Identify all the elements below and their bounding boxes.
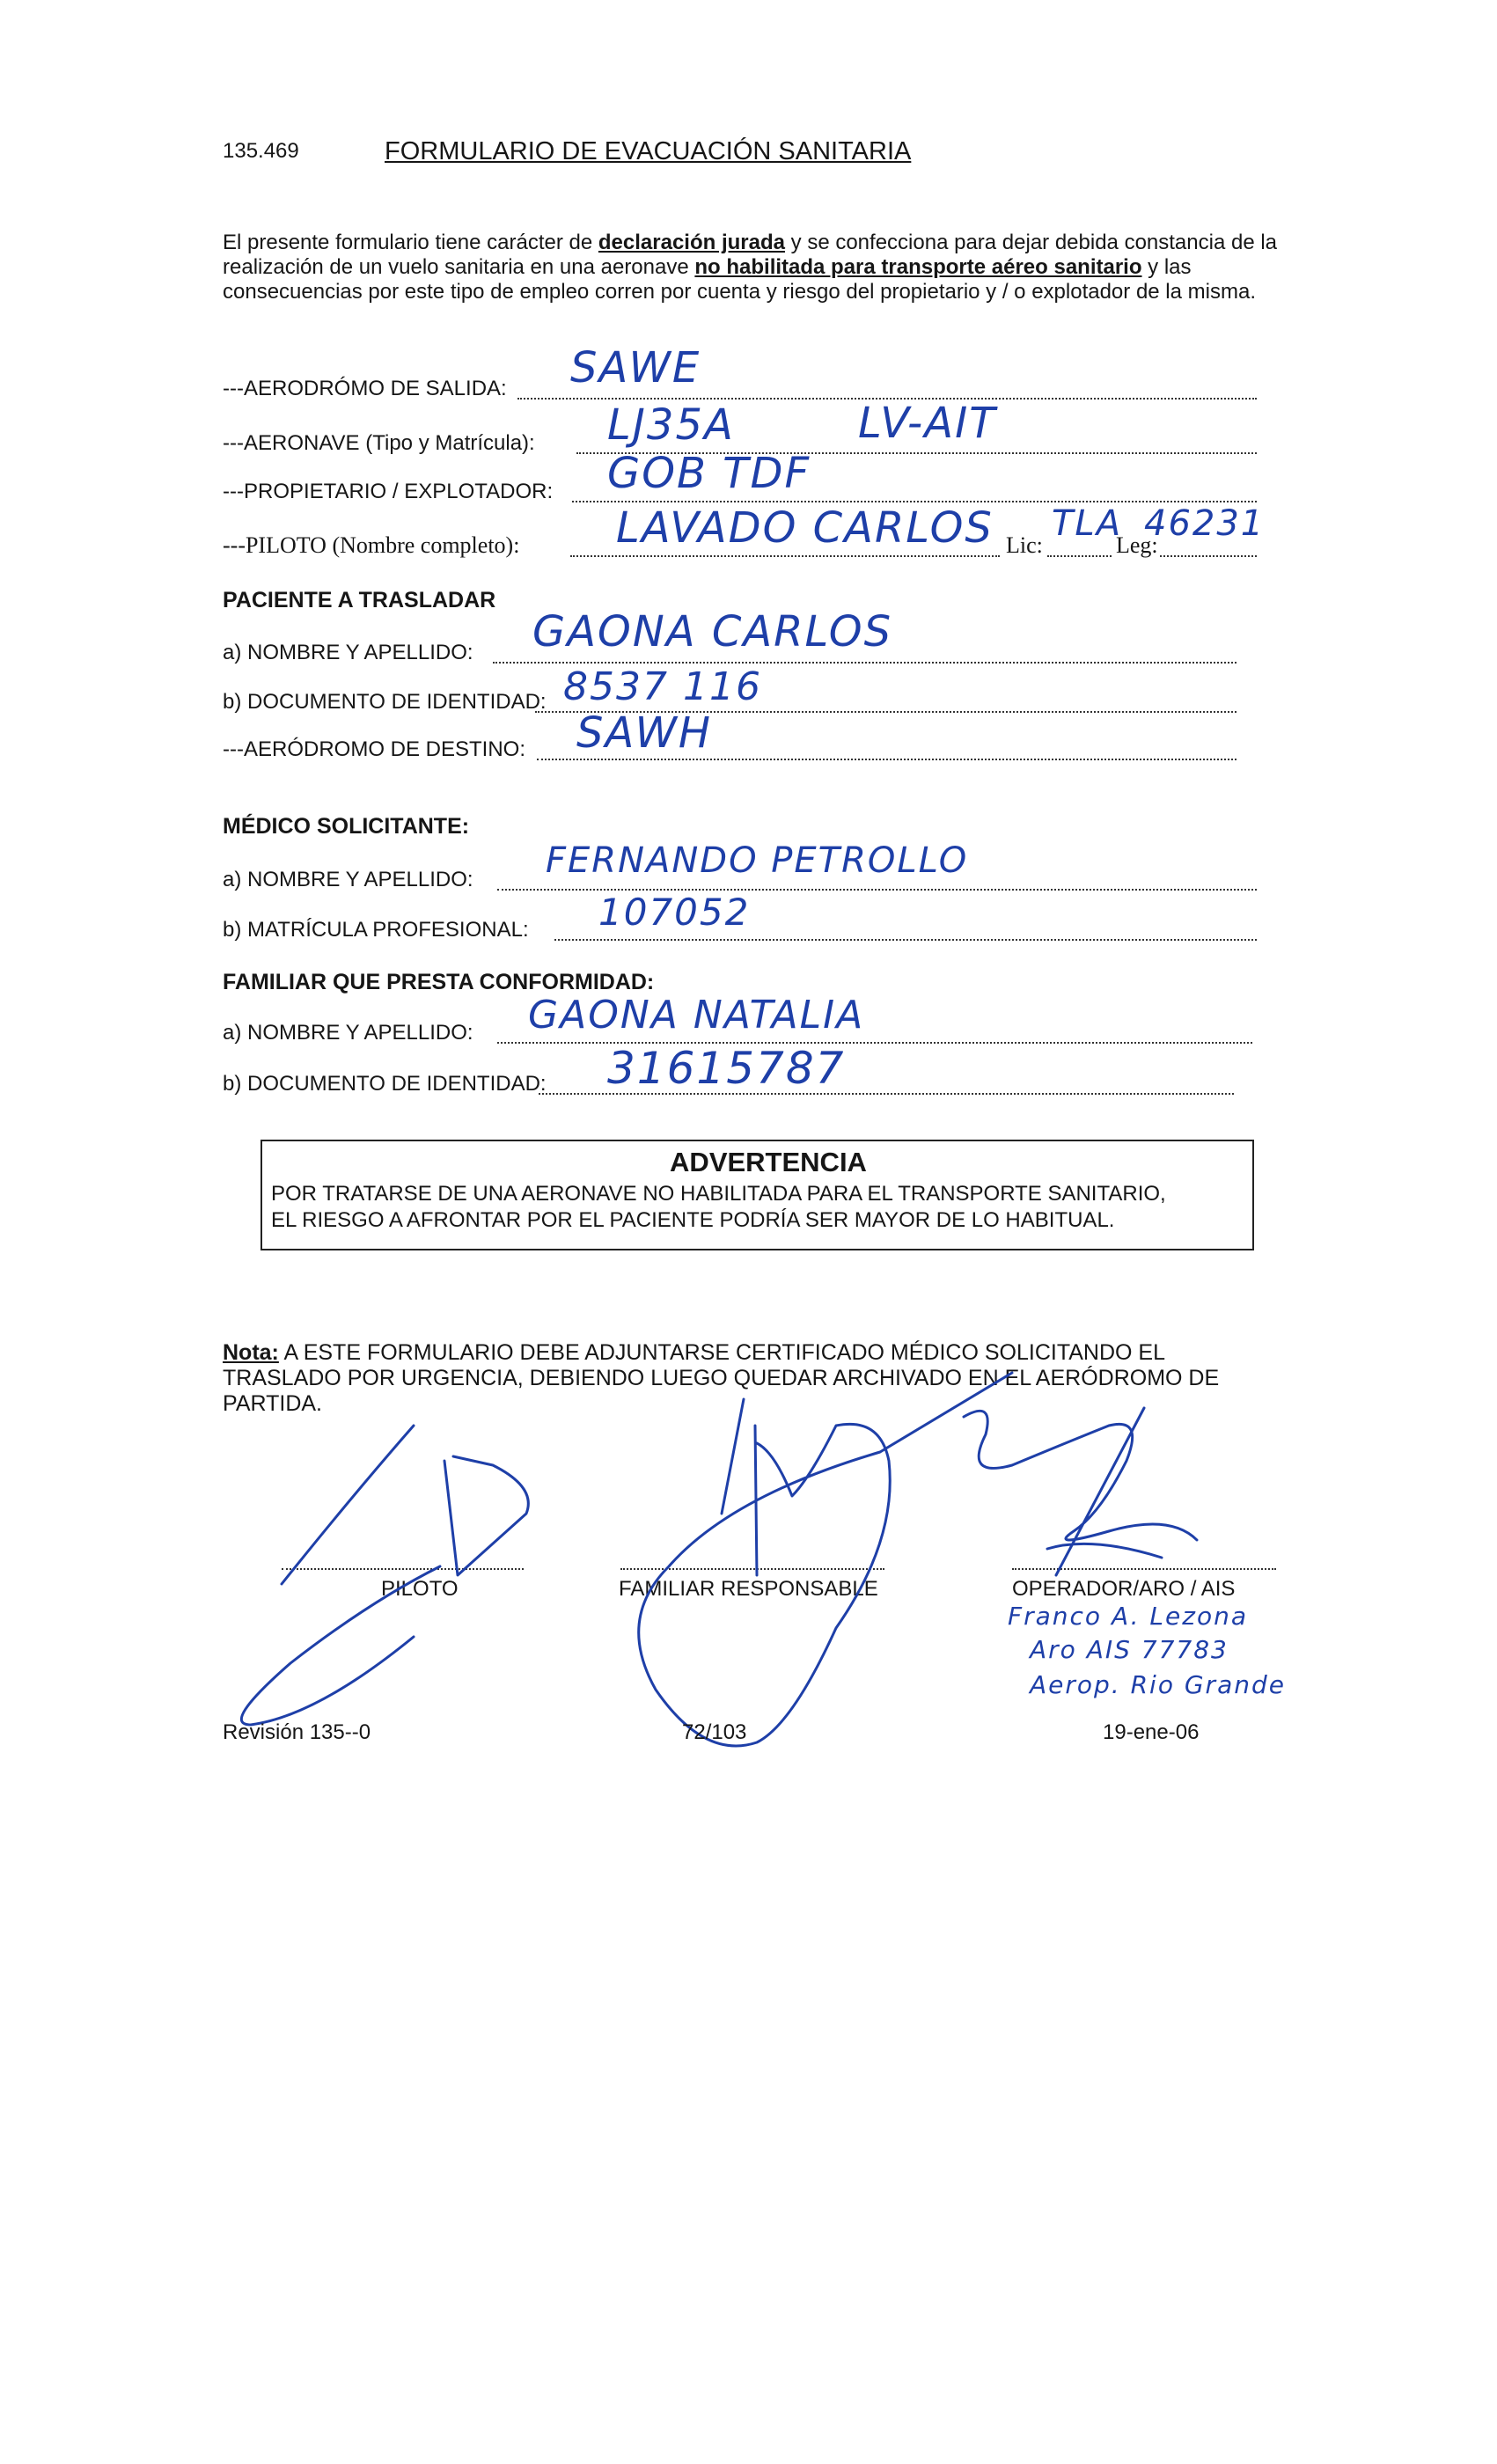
- medico-heading: MÉDICO SOLICITANTE:: [223, 814, 470, 839]
- familiar-documento-label: b) DOCUMENTO DE IDENTIDAD:: [223, 1072, 547, 1096]
- paciente-nombre-label: a) NOMBRE Y APELLIDO:: [223, 641, 473, 664]
- form-number: 135.469: [223, 139, 299, 163]
- piloto-signature-label: PILOTO: [381, 1577, 459, 1601]
- destino-value[interactable]: SAWH: [576, 708, 713, 758]
- propietario-value[interactable]: GOB TDF: [607, 449, 811, 498]
- footer-revision: Revisión 135--0: [223, 1720, 371, 1744]
- familiar-heading: FAMILIAR QUE PRESTA CONFORMIDAD:: [223, 970, 655, 994]
- medico-nombre-label: a) NOMBRE Y APELLIDO:: [223, 868, 473, 891]
- piloto-signature: [241, 1426, 528, 1725]
- intro-text-3: y las consecuencias por este tipo de empleo corren por cuenta y riesgo del propietario y / o explotador de la misma.: [223, 255, 1256, 304]
- page-title: FORMULARIO DE EVACUACIÓN SANITARIA: [385, 137, 912, 165]
- declaracion-jurada: declaración jurada: [598, 231, 785, 254]
- stamp-line-2: Aro AIS 77783: [1030, 1635, 1229, 1664]
- familiar-documento-value[interactable]: 31615787: [607, 1043, 846, 1094]
- aeronave-tipo[interactable]: LJ35A: [607, 400, 735, 450]
- note-label: Nota:: [223, 1340, 279, 1365]
- stamp-line-1: Franco A. Lezona: [1008, 1602, 1248, 1631]
- paciente-documento-value[interactable]: 8537 116: [563, 664, 762, 709]
- leg-label: Leg:: [1116, 532, 1158, 558]
- leg-value[interactable]: 46231: [1144, 503, 1266, 544]
- medico-matricula-label: b) MATRÍCULA PROFESIONAL:: [223, 918, 529, 942]
- paciente-documento-label: b) DOCUMENTO DE IDENTIDAD:: [223, 690, 547, 714]
- operador-signature: [964, 1408, 1197, 1575]
- aerodromo-salida-value[interactable]: SAWE: [570, 343, 701, 392]
- medico-matricula-value[interactable]: 107052: [598, 891, 751, 934]
- destino-label: ---AERÓDROMO DE DESTINO:: [223, 737, 526, 761]
- note-text: A ESTE FORMULARIO DEBE ADJUNTARSE CERTIFICADO MÉDICO SOLICITANDO EL TRASLADO POR URGENCIA, DEBIENDO LUEGO QUEDAR ARCHIVADO EN EL AERÓDROMO DE PARTIDA.: [223, 1340, 1220, 1416]
- no-habilitada: no habilitada para transporte aéreo sanitario: [694, 255, 1142, 279]
- warning-line-2: EL RIESGO A AFRONTAR POR EL PACIENTE PODRÍA SER MAYOR DE LO HABITUAL.: [271, 1208, 1115, 1232]
- familiar-signature: [639, 1373, 1012, 1746]
- operador-signature-label: OPERADOR/ARO / AIS: [1012, 1577, 1236, 1601]
- piloto-value[interactable]: LAVADO CARLOS: [616, 503, 994, 553]
- aerodromo-salida-label: ---AERODRÓMO DE SALIDA:: [223, 377, 507, 400]
- paciente-nombre-value[interactable]: GAONA CARLOS: [532, 607, 893, 656]
- piloto-label: ---PILOTO (Nombre completo):: [223, 532, 520, 558]
- intro-text-2: y se confecciona para dejar debida constancia de la realización de un vuelo sanitaria en una aeronave: [223, 231, 1278, 279]
- paciente-heading: PACIENTE A TRASLADAR: [223, 588, 496, 612]
- footer-page: 72/103: [682, 1720, 747, 1744]
- aeronave-matricula[interactable]: LV-AIT: [858, 399, 997, 448]
- footer-date: 19-ene-06: [1103, 1720, 1200, 1744]
- warning-line-1: POR TRATARSE DE UNA AERONAVE NO HABILITADA PARA EL TRANSPORTE SANITARIO,: [271, 1182, 1166, 1206]
- intro-text-1: El presente formulario tiene carácter de: [223, 231, 598, 254]
- familiar-nombre-value[interactable]: GAONA NATALIA: [528, 993, 865, 1038]
- medico-nombre-value[interactable]: FERNANDO PETROLLO: [546, 840, 969, 881]
- familiar-signature-label: FAMILIAR RESPONSABLE: [619, 1577, 878, 1601]
- warning-title: ADVERTENCIA: [670, 1147, 867, 1177]
- familiar-nombre-label: a) NOMBRE Y APELLIDO:: [223, 1021, 473, 1045]
- lic-label: Lic:: [1006, 532, 1043, 558]
- propietario-label: ---PROPIETARIO / EXPLOTADOR:: [223, 480, 554, 503]
- aeronave-label: ---AERONAVE (Tipo y Matrícula):: [223, 431, 535, 455]
- lic-value[interactable]: TLA: [1052, 503, 1123, 544]
- stamp-line-3: Aerop. Rio Grande: [1030, 1670, 1286, 1699]
